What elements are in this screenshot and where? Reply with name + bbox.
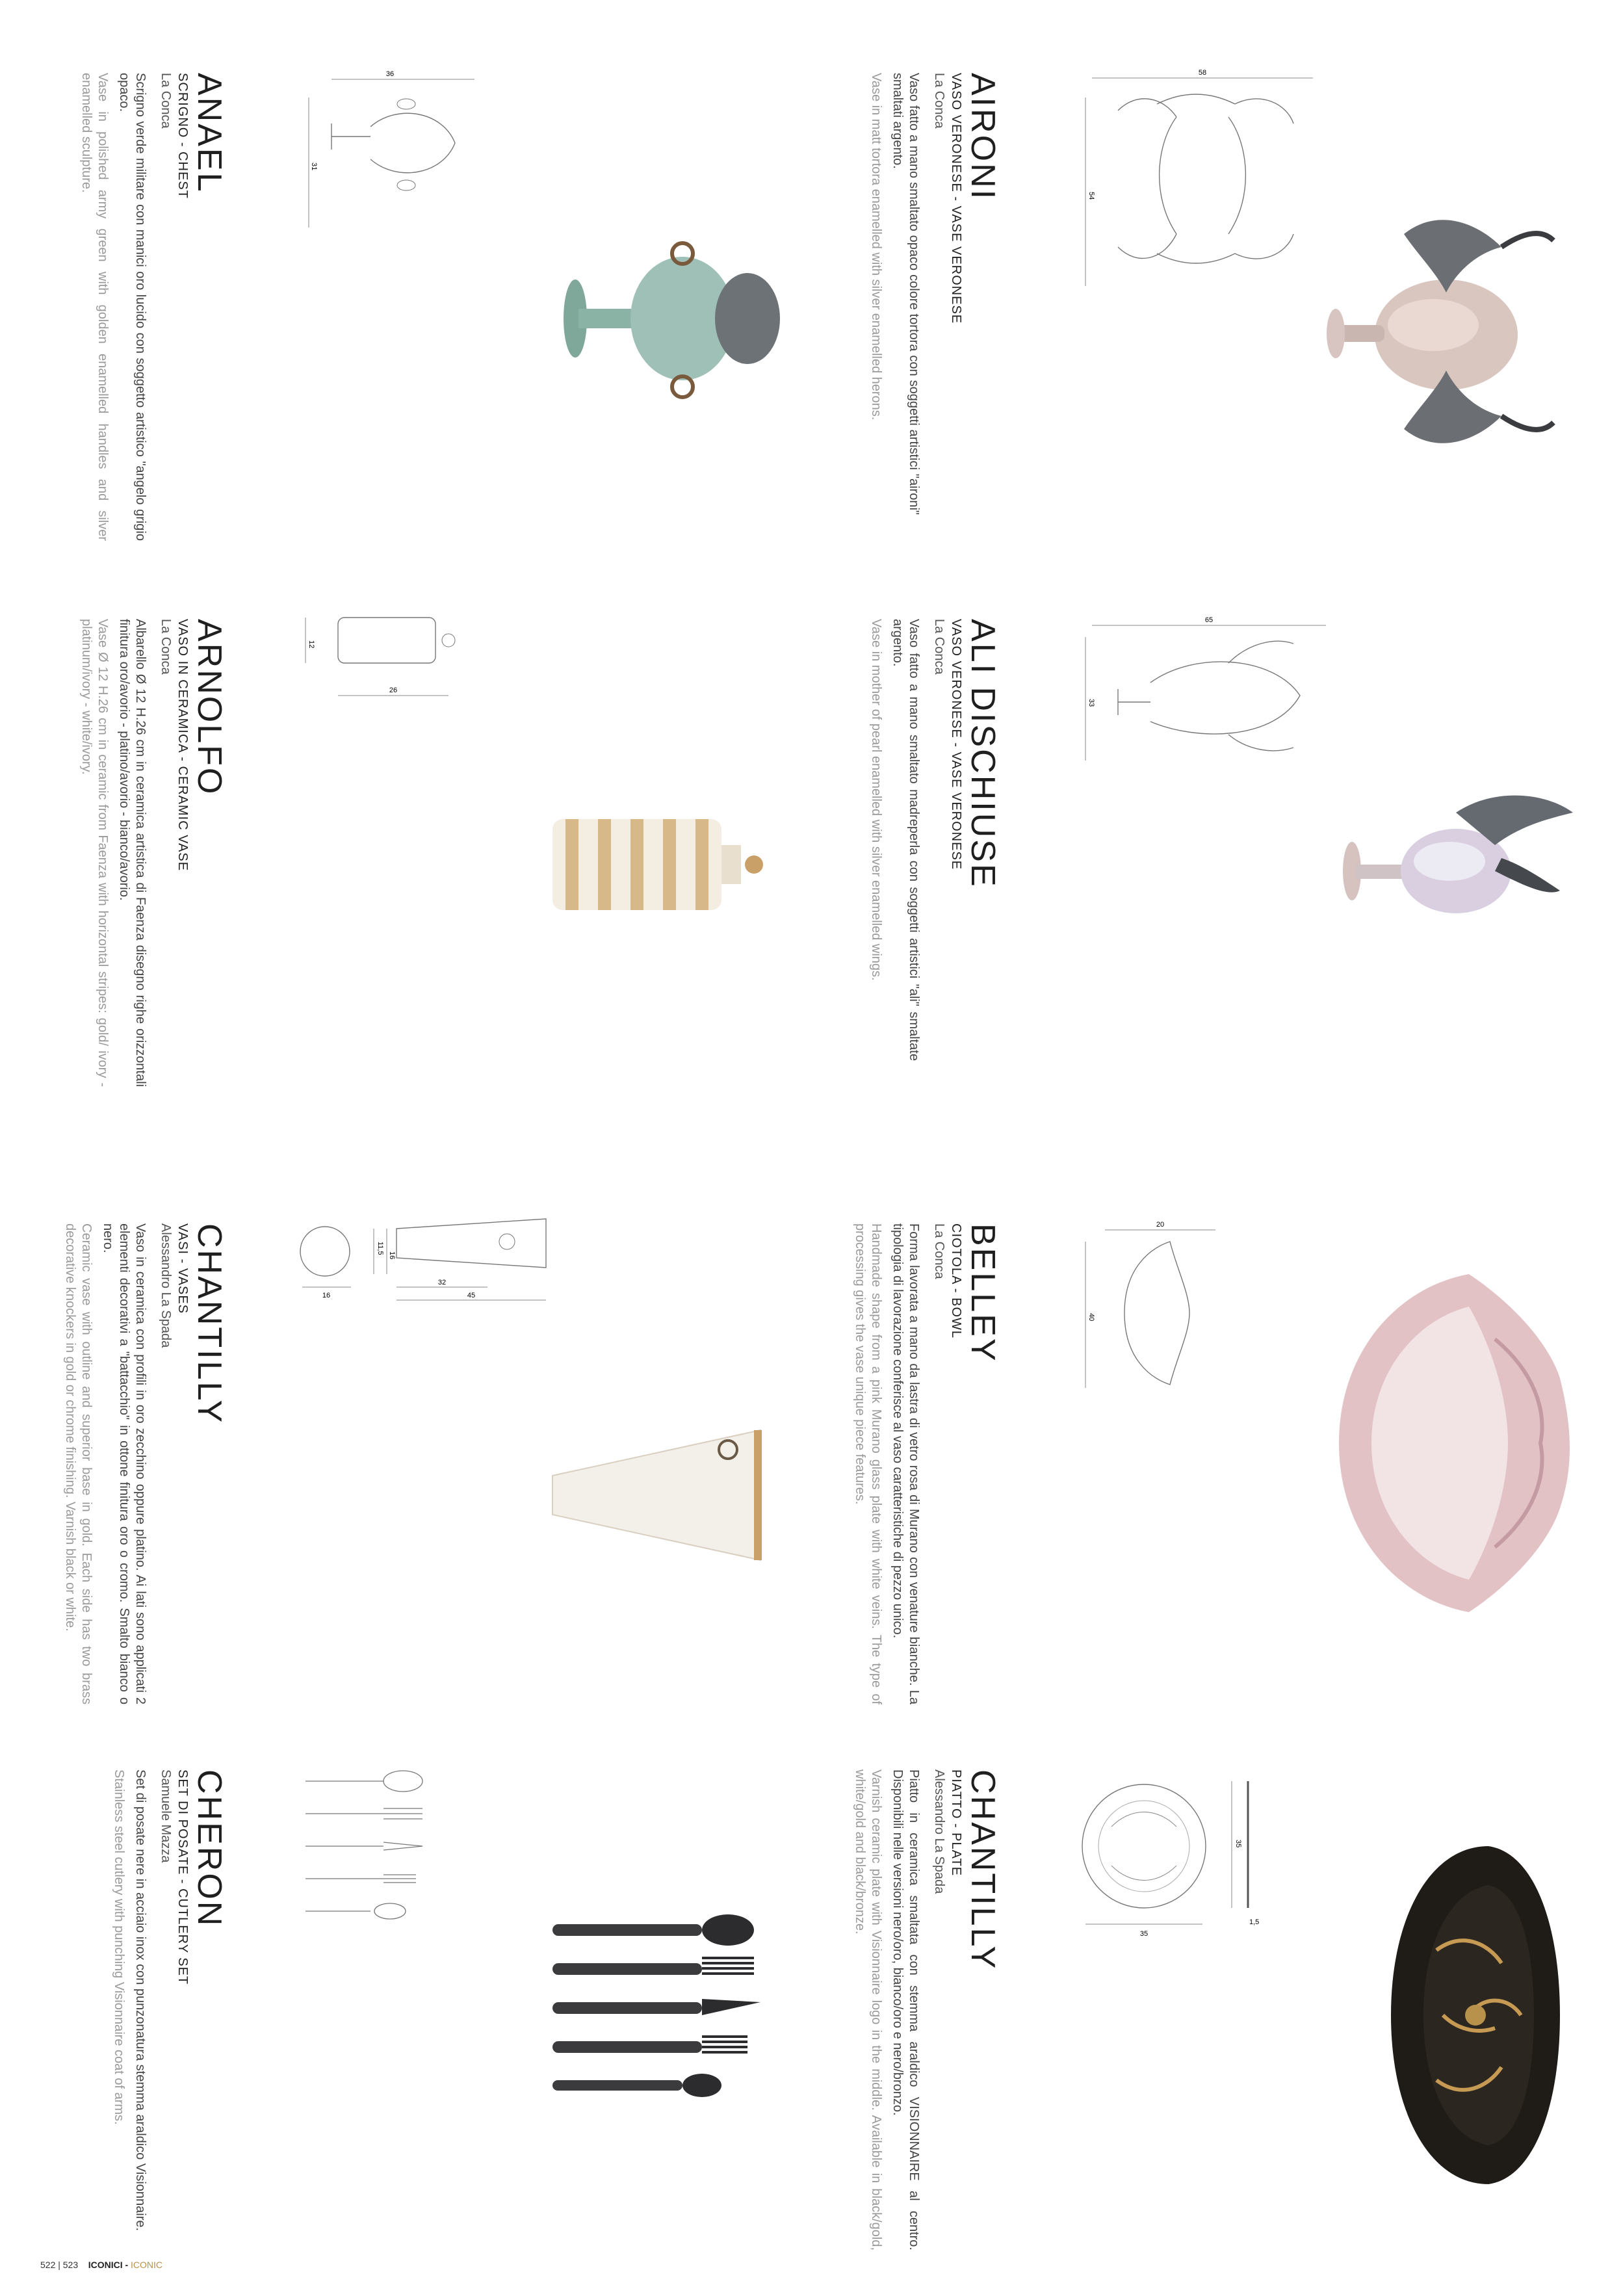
product-description-it: Albarello Ø 12 H.26 cm in ceramica artistica di Faenza disegno righe orizzontali finitura oro/avorio - platino/avorio - bianco/avorio. <box>117 619 148 1087</box>
chantilly-vase-dim-length-1: 32 <box>437 1279 447 1286</box>
product-category: VASO VERONESE - VASE VERONESE <box>949 73 963 324</box>
arnolfo-technical-drawing <box>292 611 481 709</box>
product-brand: La Conca <box>932 619 946 675</box>
belley-dim-width: 20 <box>1156 1221 1165 1229</box>
section-label: ICONICI - <box>88 2260 129 2270</box>
product-category: VASI - VASES <box>175 1223 190 1314</box>
product-title: ALI DISCHIUSE <box>964 619 1002 889</box>
product-brand: Samuele Mazza <box>159 1769 173 1863</box>
product-category: VASO VERONESE - VASE VERONESE <box>949 619 963 870</box>
aironi-text-block <box>868 73 1001 515</box>
product-description-en: Varnish ceramic plate with Visionnaire logo in the middle. Available in black/gold, white/gold and black/bronze. <box>853 1769 883 2250</box>
page-numbers: 522 | 523 <box>40 2260 79 2270</box>
ali-dischiuse-text-block <box>868 619 1001 1061</box>
chantilly-plate-dim-height: 35 <box>1234 1840 1242 1848</box>
product-description-en: Vase Ø 12 H.26 cm in ceramic from Faenza with horizontal stripes: gold/ ivory - platinum/ivory - white/ivory. <box>79 619 110 1087</box>
chantilly-vase-technical-drawing <box>292 1216 552 1313</box>
product-description-en: Vase in matt tortora enamelled with silver enamelled herons. <box>869 73 883 421</box>
product-category: PIATTO - PLATE <box>949 1769 963 1877</box>
chantilly-vase-text-block <box>62 1223 227 1704</box>
arnolfo-dim-length: 26 <box>389 686 398 694</box>
anael-dim-height: 31 <box>310 163 318 171</box>
chantilly-vase-photo <box>539 1417 786 1573</box>
section-label-en: ICONIC <box>131 2260 163 2270</box>
product-title: ANAEL <box>190 73 228 194</box>
chantilly-plate-dim-width: 35 <box>1139 1930 1149 1938</box>
product-brand: La Conca <box>932 73 946 129</box>
product-brand: La Conca <box>159 619 173 675</box>
page-footer <box>40 2260 162 2270</box>
product-description-en: Vase in polished army green with golden enamelled handles and silver enamelled sculpture. <box>79 73 110 541</box>
ali-dischiuse-photo <box>1326 774 1599 943</box>
product-brand: Alessandro La Spada <box>159 1223 173 1348</box>
product-title: BELLEY <box>964 1223 1002 1363</box>
product-title: CHANTILLY <box>190 1223 228 1425</box>
aironi-technical-drawing <box>1079 65 1326 299</box>
anael-text-block <box>78 73 227 541</box>
cheron-text-block <box>110 1769 227 2250</box>
belley-photo <box>1300 1261 1586 1625</box>
chantilly-vase-dim-width: 16 <box>388 1251 396 1260</box>
product-description-it: Piatto in ceramica smaltata con stemma araldico VISIONNAIRE al centro. Disponibili nelle versioni nero/oro, bianco/oro e nero/bronzo. <box>890 1769 921 2250</box>
chantilly-vase-dim-length-2: 45 <box>467 1292 476 1299</box>
cheron-photo <box>539 1911 786 2106</box>
ali-dischiuse-dim-width: 65 <box>1204 616 1214 624</box>
chantilly-plate-text-block <box>851 1769 1001 2250</box>
product-title: CHERON <box>190 1769 228 1928</box>
aironi-dim-height: 54 <box>1087 192 1095 200</box>
product-category: VASO IN CERAMICA - CERAMIC VASE <box>175 619 190 872</box>
chantilly-vase-dim-top-diameter: 16 <box>322 1292 331 1299</box>
ali-dischiuse-technical-drawing <box>1079 611 1339 767</box>
product-description-en: Ceramic vase with outline and superior base in gold. Each side has two brass decorative knockers in gold or chrome finishing. Varnish black or white. <box>63 1223 94 1704</box>
product-category: SCRIGNO - CHEST <box>175 73 190 199</box>
product-description-it: Forma lavorata a mano da lastra di vetro rosa di Murano con venature bianche. La tipologia di lavorazione conferisce al vaso caratteristiche di pezzo unico. <box>890 1223 921 1704</box>
arnolfo-dim-diameter: 12 <box>307 640 315 649</box>
arnolfo-text-block <box>78 619 227 1087</box>
product-description-en: Vase in mother of pearl enamelled with silver enamelled wings. <box>869 619 883 981</box>
product-category: SET DI POSATE - CUTLERY SET <box>175 1769 190 1985</box>
product-title: CHANTILLY <box>964 1769 1002 1971</box>
anael-dim-width: 36 <box>385 70 395 78</box>
anael-photo <box>539 202 799 436</box>
product-brand: La Conca <box>932 1223 946 1279</box>
belley-technical-drawing <box>1079 1216 1228 1391</box>
product-brand: Alessandro La Spada <box>932 1769 946 1894</box>
chantilly-plate-photo <box>1365 1833 1579 2197</box>
belley-dim-height: 40 <box>1087 1313 1095 1322</box>
product-brand: La Conca <box>159 73 173 129</box>
aironi-photo <box>1306 195 1579 468</box>
product-description-it: Set di posate nere in acciaio inox con punzonatura stemma araldico Visionnaire. <box>133 1769 148 2232</box>
cheron-technical-drawing <box>292 1768 442 1931</box>
chantilly-vase-dim-base: 11,5 <box>376 1242 384 1255</box>
chantilly-plate-dim-thickness: 1,5 <box>1249 1918 1260 1926</box>
chantilly-plate-technical-drawing <box>1079 1768 1274 1957</box>
product-description-it: Scrigno verde militare con manici oro lucido con soggetto artistico "angelo grigio opaco. <box>117 73 148 541</box>
anael-technical-drawing <box>292 65 487 234</box>
aironi-dim-width: 58 <box>1198 69 1207 77</box>
product-description-it: Vaso fatto a mano smaltato madreperla con soggetti artistici "ali" smaltate argento. <box>890 619 921 1061</box>
product-title: AIRONI <box>964 73 1002 202</box>
product-title: ARNOLFO <box>190 619 228 796</box>
arnolfo-photo <box>539 800 786 930</box>
product-description-it: Vaso fatto a mano smaltato opaco colore tortora con soggetti artistici "aironi" smaltati argento. <box>890 73 921 515</box>
product-description-en: Stainless steel cutlery with punching Visionnaire coat of arms. <box>112 1769 126 2125</box>
product-description-en: Handmade shape from a pink Murano glass plate with white veins. The type of processing gives the vase unique piece features. <box>853 1223 883 1704</box>
product-description-it: Vaso in ceramica con profili in oro zecchino oppure platino. Ai lati sono applicati 2 elementi decorativi a "battacchio" in ottone finitura oro o cromo. Smalto bianco o nero. <box>101 1223 148 1704</box>
belley-text-block <box>851 1223 1001 1704</box>
product-category: CIOTOLA - BOWL <box>949 1223 963 1338</box>
ali-dischiuse-dim-height: 33 <box>1087 699 1095 707</box>
